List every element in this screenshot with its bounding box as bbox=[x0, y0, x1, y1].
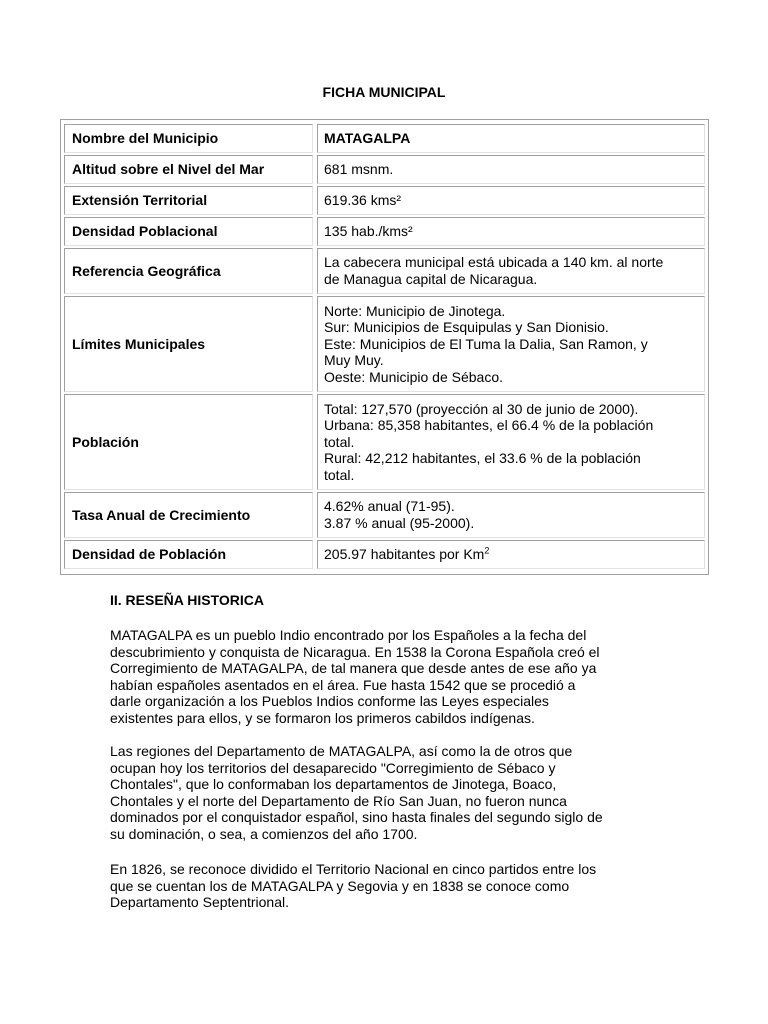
value-line: 3.87 % anual (95-2000). bbox=[324, 515, 475, 531]
paragraph-line: En 1826, se reconoce dividido el Territorio Nacional en cinco partidos entre los bbox=[110, 861, 597, 877]
row-label: Altitud sobre el Nivel del Mar bbox=[64, 155, 313, 184]
value-line: 135 hab./kms² bbox=[324, 223, 413, 240]
paragraph-line: MATAGALPA es un pueblo Indio encontrado por los Españoles a la fecha del bbox=[110, 627, 587, 643]
value-line: Este: Municipios de El Tuma la Dalia, San Ramon, y bbox=[324, 335, 648, 352]
paragraph-line: existentes para ellos, y se formaron los primeros cabildos indígenas. bbox=[110, 709, 535, 726]
row-value bbox=[317, 248, 705, 294]
value-line: Rural: 42,212 habitantes, el 33.6 % de la población bbox=[324, 450, 641, 467]
paragraph-line: que se cuentan los de MATAGALPA y Segovia y en 1838 se conoce como bbox=[110, 877, 570, 894]
document-title: FICHA MUNICIPAL bbox=[322, 84, 446, 100]
row-value bbox=[317, 155, 705, 184]
paragraph-line: su dominación, o sea, a comienzos del año 1700. bbox=[110, 825, 418, 842]
paragraph-line: Corregimiento de MATAGALPA, de tal manera que desde antes de ese año ya bbox=[110, 660, 597, 677]
section-heading: II. RESEÑA HISTORICA bbox=[110, 592, 265, 608]
paragraph-line: dominados por el conquistador español, sino hasta finales del segundo siglo de bbox=[110, 809, 603, 826]
row-value bbox=[317, 124, 705, 153]
table-row bbox=[64, 217, 705, 246]
value-line: Muy Muy. bbox=[324, 352, 384, 369]
value-line bbox=[324, 546, 489, 563]
paragraph-line: habían españoles asentados en el área. Fue hasta 1542 que se procedió a bbox=[110, 676, 576, 693]
table-row bbox=[64, 296, 705, 392]
value-line: Oeste: Municipio de Sébaco. bbox=[324, 368, 503, 385]
row-label: Densidad Poblacional bbox=[64, 217, 313, 246]
paragraph bbox=[110, 627, 670, 727]
row-label: Densidad de Población bbox=[64, 540, 313, 569]
paragraph-line: Las regiones del Departamento de MATAGALPA, así como la de otros que bbox=[110, 743, 573, 759]
value-line: Norte: Municipio de Jinotega. bbox=[324, 302, 506, 319]
table-row bbox=[64, 394, 705, 490]
row-label: Población bbox=[64, 394, 313, 490]
row-value bbox=[317, 186, 705, 215]
value-line: Sur: Municipios de Esquipulas y San Dionisio. bbox=[324, 319, 609, 336]
row-value bbox=[317, 394, 705, 490]
paragraph-line: darle organización a los Pueblos Indios conforme las Leyes especiales bbox=[110, 693, 549, 710]
value-line: 4.62% anual (71-95). bbox=[324, 498, 455, 515]
row-value bbox=[317, 492, 705, 538]
value-line: total. bbox=[324, 433, 355, 450]
row-value bbox=[317, 540, 705, 569]
table-row bbox=[64, 124, 705, 153]
table-row bbox=[64, 155, 705, 184]
paragraph bbox=[110, 743, 670, 843]
paragraph-line: ocupan hoy los territorios del desaparecido "Corregimiento de Sébaco y bbox=[110, 759, 556, 776]
row-label: Referencia Geográfica bbox=[64, 248, 313, 294]
paragraph bbox=[110, 861, 670, 911]
table-row bbox=[64, 492, 705, 538]
value-line: 619.36 kms² bbox=[324, 192, 402, 209]
value-line: total. bbox=[324, 466, 355, 483]
row-label: Extensión Territorial bbox=[64, 186, 313, 215]
paragraph-line: descubrimiento y conquista de Nicaragua. En 1538 la Corona Española creó el bbox=[110, 643, 600, 660]
value-line: MATAGALPA bbox=[324, 130, 411, 147]
row-value bbox=[317, 217, 705, 246]
row-value bbox=[317, 296, 705, 392]
ficha-table bbox=[60, 119, 709, 575]
value-line: Total: 127,570 (proyección al 30 de junio de 2000). bbox=[324, 400, 639, 417]
table-row bbox=[64, 248, 705, 294]
table-row bbox=[64, 540, 705, 569]
paragraph-line: Chontales", que lo conformaban los departamentos de Jinotega, Boaco, bbox=[110, 776, 557, 793]
value-line: La cabecera municipal está ubicada a 140 km. al norte bbox=[324, 254, 664, 271]
row-label: Nombre del Municipio bbox=[64, 124, 313, 153]
paragraph-line: Chontales y el norte del Departamento de Río San Juan, no fueron nunca bbox=[110, 792, 567, 809]
value-line: Urbana: 85,358 habitantes, el 66.4 % de la población bbox=[324, 417, 654, 434]
paragraph-line: Departamento Septentrional. bbox=[110, 894, 289, 911]
row-label: Límites Municipales bbox=[64, 296, 313, 392]
superscript-exponent: 2 bbox=[484, 545, 490, 556]
value-line: 681 msnm. bbox=[324, 161, 394, 178]
value-text: 205.97 habitantes por Km bbox=[324, 546, 485, 563]
row-label: Tasa Anual de Crecimiento bbox=[64, 492, 313, 538]
table-row bbox=[64, 186, 705, 215]
value-line: de Managua capital de Nicaragua. bbox=[324, 271, 538, 287]
